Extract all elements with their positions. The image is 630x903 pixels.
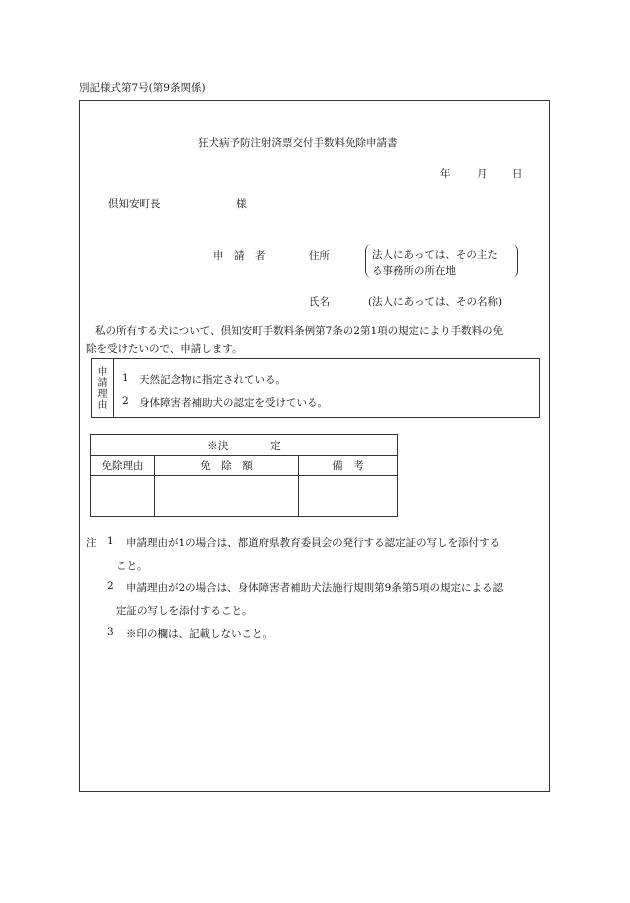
addressee-honorific: 様	[236, 198, 247, 210]
note-1-line2: こと。	[116, 560, 148, 572]
exemption-reason-cell[interactable]	[91, 476, 155, 517]
note-2-line1: 申請理由が2の場合は、身体障害者補助犬法施行規則第9条第5項の規定による認	[126, 582, 504, 594]
remarks-header: 備 考	[299, 456, 398, 476]
note-3-number: 3	[107, 626, 114, 638]
exemption-amount-header: 免 除 額	[155, 456, 299, 476]
note-1-number: 1	[107, 535, 114, 547]
reasons-label-char: 申	[97, 367, 108, 378]
address-note-line2: る事務所の所在地	[372, 265, 456, 277]
date-month: 月	[477, 168, 488, 180]
reasons-label-column	[92, 359, 114, 417]
exemption-amount-cell[interactable]	[155, 476, 299, 517]
note-2-number: 2	[107, 580, 114, 592]
date-day: 日	[512, 168, 523, 180]
exemption-reason-header: 免除理由	[91, 456, 155, 476]
reasons-label-char: 請	[97, 378, 108, 389]
addressee-name: 倶知安町長	[108, 198, 161, 210]
reason-1-text: 天然記念物に指定されている。	[139, 374, 286, 386]
notes-prefix: 注	[86, 537, 97, 549]
application-statement-line2: 除を受けたいので、申請します。	[86, 343, 243, 355]
reason-2-text: 身体障害者補助犬の認定を受けている。	[139, 397, 328, 409]
decision-header: ※決 定	[91, 435, 398, 456]
reason-1-number: 1	[122, 372, 129, 384]
remarks-cell[interactable]	[299, 476, 398, 517]
decision-table	[90, 434, 398, 517]
address-note-line1: 法人にあっては、その主た	[372, 249, 498, 261]
form-title: 狂犬病予防注射済票交付手数料免除申請書	[198, 137, 398, 149]
application-statement-line1: 私の所有する犬について、倶知安町手数料条例第7条の2第1項の規定により手数料の免	[95, 325, 504, 337]
name-note: (法人にあっては、その名称)	[368, 296, 503, 308]
reasons-label-char: 理	[97, 389, 108, 400]
form-reference: 別記様式第7号(第9条関係)	[79, 82, 206, 94]
reason-2-number: 2	[122, 395, 129, 407]
note-2-line2: 定証の写しを添付すること。	[116, 605, 253, 617]
note-1-line1: 申請理由が1の場合は、都道府県教育委員会の発行する認定証の写しを添付する	[126, 537, 501, 549]
reasons-label-char: 由	[97, 400, 108, 411]
applicant-label: 申 請 者	[213, 250, 266, 262]
date-year: 年	[440, 168, 451, 180]
name-label: 氏名	[309, 296, 330, 308]
note-3-line1: ※印の欄は、記載しないこと。	[126, 628, 273, 640]
address-label: 住所	[309, 250, 330, 262]
